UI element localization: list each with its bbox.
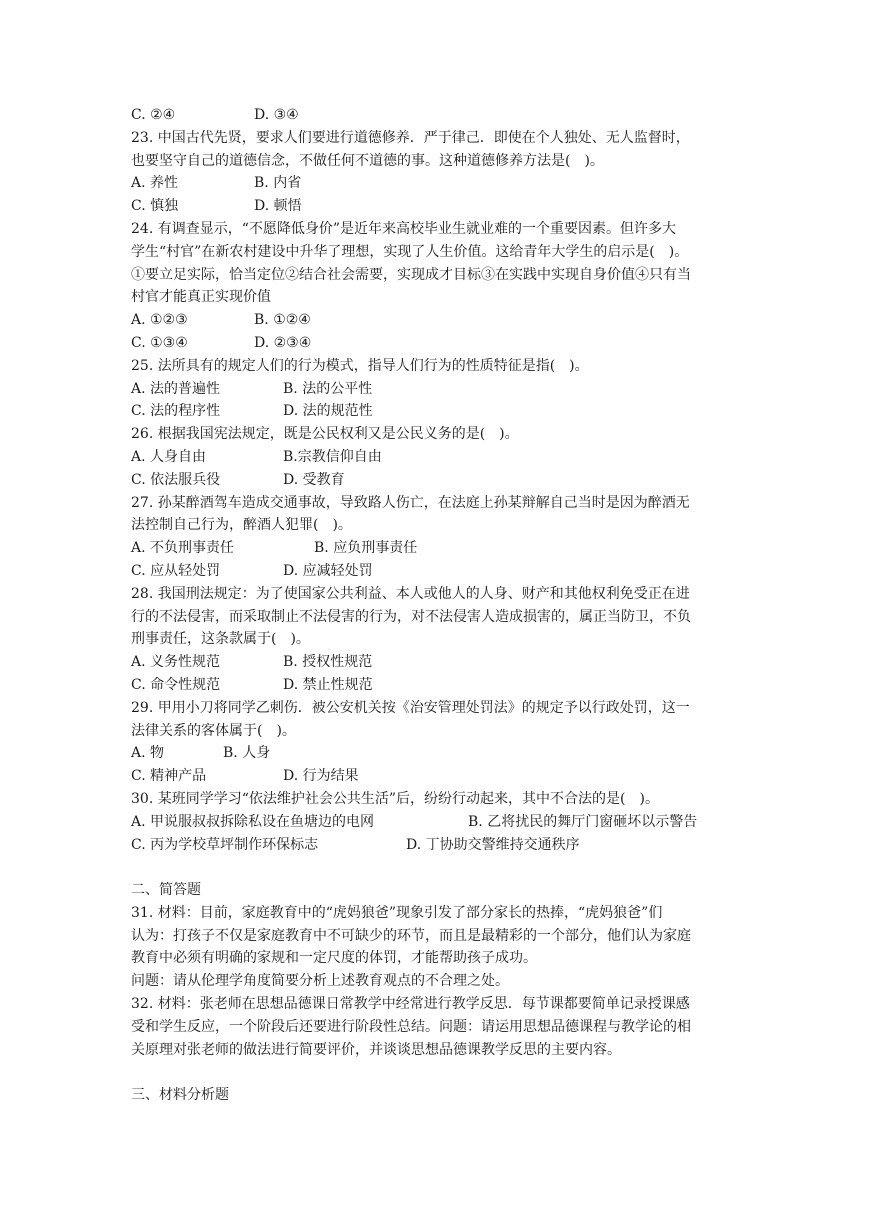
option-d: D. 法的规范性 [283,403,373,420]
option-row [131,446,741,469]
option-row [131,537,741,560]
option-row [131,172,741,195]
question-29-line-2: 法律关系的客体属于( )。 [131,722,296,739]
question-27-line-2: 法控制自己行为，醉酒人犯罪( )。 [131,517,352,534]
option-row [131,742,741,765]
option-c: C. 应从轻处罚 [131,562,221,579]
option-d: D. 应减轻处罚 [283,562,373,579]
question-32-line-2: 受和学生反应，一个阶段后还要进行阶段性总结。问题：请运用思想品德课程与教学论的相 [131,1018,691,1035]
option-row [131,765,741,788]
option-row [131,469,741,492]
option-b: B. 人身 [223,745,271,762]
question-26-line-1: 26. 根据我国宪法规定，既是公民权利又是公民义务的是( )。 [131,426,519,443]
option-row [131,309,741,332]
option-row [131,378,741,401]
question-27-line-1: 27. 孙某醉酒驾车造成交通事故，导致路人伤亡，在法庭上孙某辩解自己当时是因为醉酒无 [131,494,690,511]
question-24-line-4: 村官才能真正实现价值 [131,289,271,306]
question-23-line-1: 23. 中国古代先贤，要求人们要进行道德修养．严于律己．即使在个人独处、无人监督时， [131,129,690,146]
option-b: B. 乙将扰民的舞厅门窗砸坏以示警告 [468,813,698,830]
option-row [131,560,741,583]
option-d: D. ③④ [254,107,299,123]
option-b: B. ①②④ [254,312,311,329]
question-32-line-3: 关原理对张老师的做法进行简要评价，并谈谈思想品德课教学反思的主要内容。 [131,1041,621,1058]
option-b: B. 内省 [254,175,302,192]
option-c: C. 依法服兵役 [131,471,221,488]
question-31-line-4: 问题：请从伦理学角度简要分析上述教育观点的不合理之处。 [131,973,509,990]
question-31-line-2: 认为：打孩子不仅是家庭教育中不可缺少的环节，而且是最精彩的一个部分，他们认为家庭 [131,927,691,944]
question-23-line-2: 也要坚守自己的道德信念，不做任何不道德的事。这种道德修养方法是( )。 [131,152,604,169]
document-content [131,104,741,1107]
option-a: A. ①②③ [131,312,188,329]
option-row [131,811,741,834]
option-row [131,195,741,218]
option-row [131,651,741,674]
question-24-line-3: ①要立足实际，恰当定位②结合社会需要，实现成才目标③在实践中实现自身价值④只有当 [131,266,691,283]
option-a: A. 物 [131,745,165,762]
question-28-line-1: 28. 我国刑法规定：为了使国家公共利益、本人或他人的人身、财产和其他权利免受正在进 [131,585,690,602]
option-row [131,400,741,423]
option-b: B. 法的公平性 [283,380,373,397]
section-3-heading: 三、材料分析题 [131,1087,229,1104]
option-row [131,834,741,857]
option-b: B. 应负刑事责任 [314,540,418,557]
question-30-line-1: 30. 某班同学学习“依法维护社会公共生活”后，纷纷行动起来，其中不合法的是( )。 [131,790,659,807]
question-24-line-2: 学生“村官”在新农村建设中升华了理想，实现了人生价值。这给青年大学生的启示是( )。 [131,243,689,260]
option-c: C. 丙为学校草坪制作环保标志 [131,836,319,853]
question-31-line-3: 教育中必须有明确的家规和一定尺度的体罚，才能帮助孩子成功。 [131,950,537,967]
option-a: A. 人身自由 [131,448,207,465]
option-a: A. 养性 [131,175,179,192]
question-31-line-1: 31. 材料：目前，家庭教育中的“虎妈狼爸”现象引发了部分家长的热捧，“虎妈狼爸”们 [131,904,663,921]
question-32-line-1: 32. 材料：张老师在思想品德课日常教学中经常进行教学反思．每节课都要简单记录授课感 [131,996,690,1013]
option-row [131,332,741,355]
option-a: A. 义务性规范 [131,654,221,671]
option-c: C. 慎独 [131,198,179,215]
option-row [131,104,741,127]
option-d: D. 行为结果 [283,768,359,785]
option-d: D. 禁止性规范 [283,676,373,693]
option-d: D. 受教育 [283,471,345,488]
spacer [131,1061,741,1084]
option-a: A. 法的普遍性 [131,380,221,397]
spacer [131,856,741,879]
option-b: B. 授权性规范 [283,654,373,671]
option-c: C. ②④ [131,107,176,123]
option-row [131,674,741,697]
question-24-line-1: 24. 有调查显示，“不愿降低身价”是近年来高校毕业生就业难的一个重要因素。但许多大 [131,220,677,237]
option-a: A. 甲说服叔叔拆除私设在鱼塘边的电网 [131,813,375,830]
section-2-heading: 二、简答题 [131,882,201,899]
option-d: D. 顿悟 [254,198,302,215]
option-c: C. 法的程序性 [131,403,221,420]
option-b: B.宗教信仰自由 [283,448,382,465]
question-25-line-1: 25. 法所具有的规定人们的行为模式，指导人们行为的性质特征是指( )。 [131,357,589,374]
option-c: C. 精神产品 [131,768,207,785]
option-d: D. 丁协助交警维持交通秩序 [406,836,580,853]
option-c: C. ①③④ [131,334,188,351]
question-28-line-3: 刑事责任，这条款属于( )。 [131,631,310,648]
option-c: C. 命令性规范 [131,676,221,693]
option-a: A. 不负刑事责任 [131,540,235,557]
question-29-line-1: 29. 甲用小刀将同学乙刺伤．被公安机关按《治安管理处罚法》的规定予以行政处罚，这一 [131,699,690,716]
option-d: D. ②③④ [254,334,312,351]
question-28-line-2: 行的不法侵害，而采取制止不法侵害的行为，对不法侵害人造成损害的，属正当防卫，不负 [131,608,691,625]
